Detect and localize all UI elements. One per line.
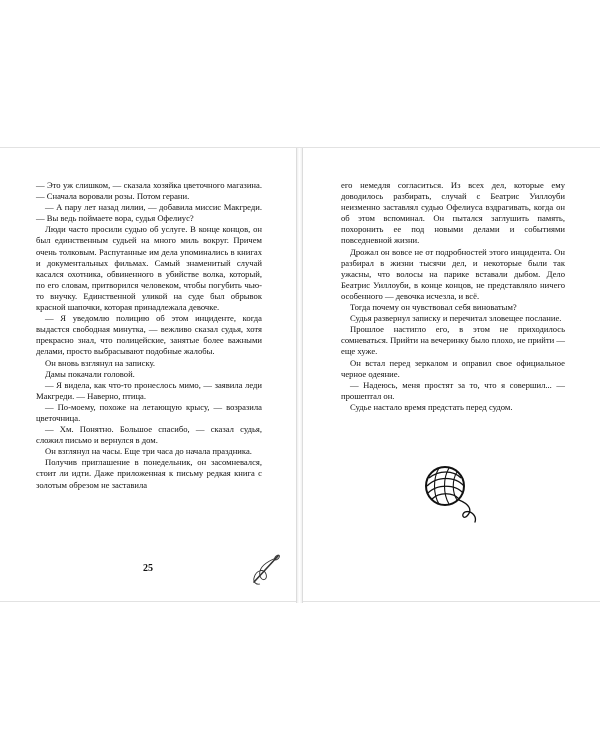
right-page-text — [341, 180, 565, 413]
page-number: 25 — [143, 563, 153, 574]
paragraph: — Это уж слишком, — сказала хозяйка цветочного магазина. — Сначала воровали розы. Потом герани. — [36, 180, 262, 202]
book-gutter — [296, 148, 303, 603]
yarn-ball-icon — [419, 460, 481, 526]
paragraph: Тогда почему он чувствовал себя виноватым? — [350, 302, 517, 313]
paragraph: Дамы покачали головой. — [45, 368, 135, 379]
paragraph: — По-моему, похоже на летающую крысу, — возразила цветочница. — [36, 401, 262, 423]
paragraph: — Хм. Понятно. Большое спасибо, — сказал судья, сложил письмо и вернулся в дом. — [36, 424, 262, 446]
left-page-text — [36, 180, 262, 491]
paragraph: Прошлое настигло его, в этом не приходилось сомневаться. Прийти на вечеринку было плохо, не прийти — еще хуже. — [341, 324, 565, 357]
paragraph: Он взглянул на часы. Еще три часа до начала праздника. — [45, 446, 252, 457]
paragraph: — Надеюсь, меня простят за то, что я совершил... — прошептал он. — [341, 379, 565, 401]
left-page — [0, 148, 296, 603]
paragraph: Он вновь взглянул на записку. — [45, 357, 156, 368]
paragraph: — Я видела, как что-то пронеслось мимо, — заявила леди Макгреди. — Наверно, птица. — [36, 379, 262, 401]
book-spread — [0, 147, 600, 602]
needle-icon — [248, 552, 282, 588]
paragraph: Судья развернул записку и перечитал зловещее послание. — [350, 313, 562, 324]
paragraph: Люди часто просили судью об услуге. В конце концов, он был единственным судьей на много миль вокруг. Причем очень толковым. Распутанные им дела упоминались в книгах и документальных фильмах. Самый знаменитый случай касался охотника, обвиненного в убийстве волка, который, по его словам, притворился человеком, чтобы погубить чью-то внучку. Единственной уликой на суде был обрывок красной шапочки, которая принадлежала девочке. — [36, 224, 262, 313]
paragraph: Дрожал он вовсе не от подробностей этого инцидента. Он разбирал в жизни тысячи дел, и некоторые были так ужасны, что волосы на парике вставали дыбом. Дело Беатрис Уиллоуби, в конце концов, не представляло ничего особенного — девочка исчезла, и всё. — [341, 246, 565, 301]
paragraph: — А пару лет назад лилии, — добавила миссис Макгреди. — Вы ведь поймаете вора, судья Офелиус? — [36, 202, 262, 224]
right-page — [303, 148, 600, 603]
paragraph: его немедля согласиться. Из всех дел, которые ему доводилось разбирать, случай с Беатрис Уиллоуби неизменно заставлял судью Офелиуса вздрагивать, когда он об этом вспоминал. Он пытался заглушить память, похоронить ее под новыми делами и событиями повседневной жизни. — [341, 180, 565, 246]
paragraph: Судье настало время предстать перед судом. — [350, 401, 513, 412]
paragraph: Он встал перед зеркалом и оправил свое официальное черное одеяние. — [341, 357, 565, 379]
paragraph: — Я уведомлю полицию об этом инциденте, когда выдастся свободная минутка, — вежливо сказал судья, хотя прекрасно знал, что полицейские, занятые более важными делами, просто выбрасывают подобные жалобы. — [36, 313, 262, 357]
paragraph: Получив приглашение в понедельник, он засомневался, стоит ли идти. Даже приложенная к письму редкая книга с золотым обрезом не заставила — [36, 457, 262, 490]
